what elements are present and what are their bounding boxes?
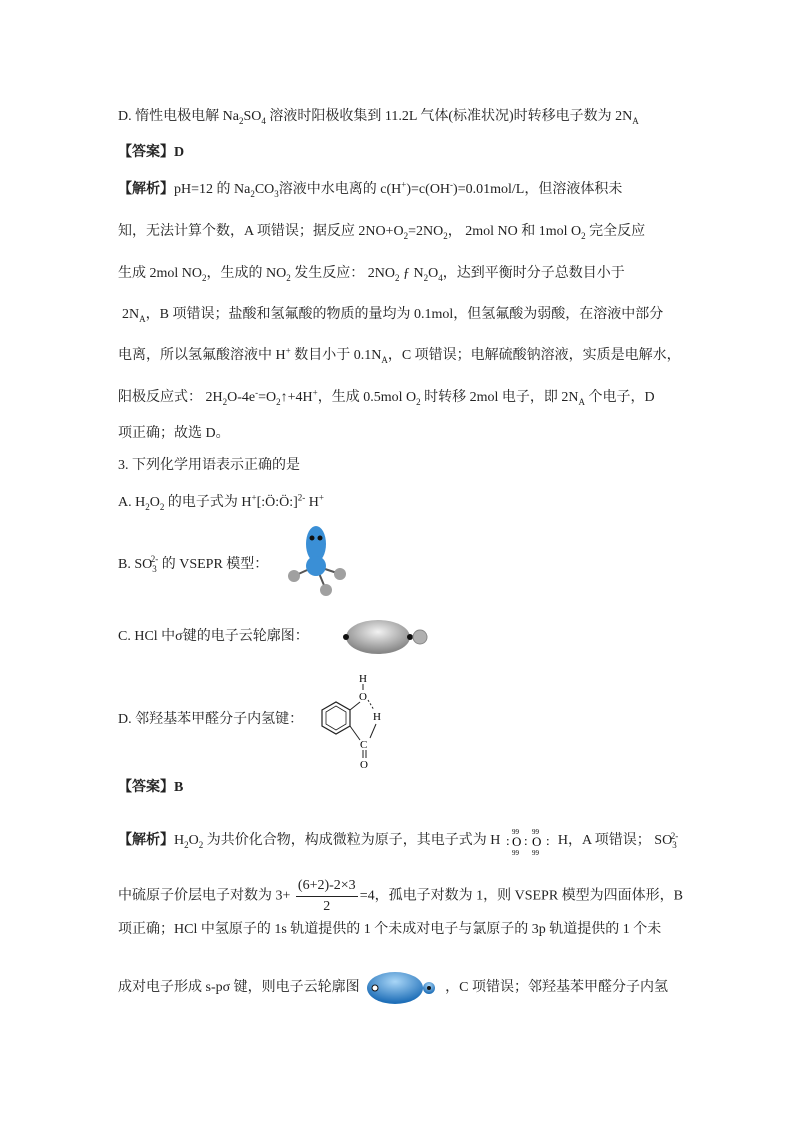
text-fragment: B. SO [118, 557, 153, 572]
analysis-label: 【解析】 [118, 833, 174, 849]
s-p-sigma-orbital-figure [365, 970, 443, 1006]
oxygen-atom [288, 570, 300, 582]
superscript: 2- [150, 554, 159, 565]
text-fragment: H [174, 833, 185, 849]
text-fragment: pH=12 的 Na [174, 182, 251, 197]
text-fragment: A. H [118, 495, 146, 510]
vsepr-model-figure [282, 524, 352, 600]
svg-text:O: O [511, 834, 522, 849]
superscript: 2- [297, 492, 306, 503]
text-fragment: ，C 项错误；电解硫酸钠溶液，实质是电解水， [387, 348, 681, 363]
svg-text:99: 99 [511, 849, 519, 856]
superscript: 2- [670, 830, 679, 841]
subscript: 2 [443, 230, 448, 241]
subscript: 2 [250, 188, 255, 199]
nucleus [427, 986, 431, 990]
superscript: - [255, 387, 259, 398]
subscript: 2 [581, 230, 586, 241]
text-fragment: O-4e [227, 390, 256, 405]
text-fragment: =O [258, 390, 277, 405]
oxygen-atom [320, 584, 332, 596]
text-fragment: ，B 项错误；盐酸和氢氟酸的物质的量均为 0.1mol，但氢氟酸为弱酸，在溶液中部分 [145, 307, 664, 322]
text-fragment: 溶液时阳极收集到 11.2L 气体(标准状况)时转移电子数为 2N [265, 109, 633, 124]
bond [350, 702, 360, 710]
text-fragment: 为共价化合物，构成微粒为原子，其电子式为 H [203, 833, 501, 849]
benzene-inner [326, 706, 346, 730]
subscript: 2 [222, 396, 228, 407]
superscript: + [251, 492, 257, 503]
subscript: 4 [261, 115, 266, 126]
analysis1-line3 [118, 264, 625, 284]
svg-text::: : [523, 833, 528, 848]
svg-text:99: 99 [531, 849, 539, 856]
subscript: 2 [423, 272, 429, 283]
analysis-label: 【解析】 [118, 182, 174, 197]
svg-text:O: O [531, 834, 542, 849]
nucleus [407, 634, 413, 640]
superscript: + [312, 387, 318, 398]
text-fragment: 电离，所以氢氟酸溶液中 H [118, 348, 286, 363]
text-fragment: 时转移 2mol 电子，即 2N [420, 390, 579, 405]
subscript: A [381, 354, 388, 365]
text-fragment: 溶液中水电离的 c [278, 182, 387, 197]
text-fragment: ，生成 0.5mol O [317, 390, 417, 405]
subscript: A [632, 115, 639, 126]
text-fragment: ↑+4H [280, 390, 313, 405]
text-fragment: ，生成的 NO [206, 266, 287, 281]
electron-cloud [346, 620, 410, 654]
text-fragment: ， 2mol NO 和 1mol O [447, 224, 582, 239]
hydrogen-bond [368, 700, 374, 710]
option-d-question-line: D. 邻羟基苯甲醛分子内氢键： [118, 712, 304, 727]
subscript: 2 [145, 501, 150, 512]
subscript: 2 [184, 840, 189, 851]
analysis1-line6 [118, 388, 655, 408]
fraction [296, 876, 358, 917]
nucleus [343, 634, 349, 640]
analysis1-line1 [118, 180, 622, 200]
text-fragment: H [305, 495, 319, 510]
superscript: + [285, 345, 291, 356]
analysis2-line2 [118, 876, 683, 917]
option-b-line [118, 555, 268, 575]
text-fragment: 2N [122, 307, 140, 322]
text-fragment: CO [254, 182, 275, 197]
subscript: 2 [202, 272, 207, 283]
analysis1-line7: 项正确；故选 D。 [118, 426, 230, 441]
h2o2-electron-formula [504, 826, 558, 856]
text-fragment: 中硫原子价层电子对数为 3+ [118, 888, 291, 904]
text-fragment: (H [386, 182, 402, 197]
text-fragment: 的 VSEPR 模型： [158, 557, 269, 572]
subscript: 2 [198, 840, 204, 851]
subscript: A [139, 313, 146, 324]
subscript: 2 [276, 396, 281, 407]
text-fragment: 发生反应： 2NO [290, 266, 395, 281]
subscript: 2 [416, 396, 421, 407]
label-o-bottom: O [360, 759, 368, 770]
option-c-line: C. HCl 中σ键的电子云轮廓图： [118, 629, 309, 644]
fraction-numerator: (6+2)-2×3 [296, 876, 358, 897]
option-a-line [118, 493, 324, 513]
svg-text:99: 99 [511, 828, 519, 836]
svg-text::: : [505, 833, 510, 848]
subscript: 2 [159, 501, 165, 512]
text-fragment: 阳极反应式： 2H [118, 390, 223, 405]
electron-formula: [:Ö:Ö:] [256, 495, 298, 510]
oxygen-atom [334, 568, 346, 580]
text-fragment: ，C 项错误；邻羟基苯甲醛分子内氢 [445, 980, 669, 996]
superscript: - [450, 179, 454, 190]
hydrogen-atom [413, 630, 427, 644]
subscript: 2 [403, 230, 409, 241]
answer-label-2: 【答案】B [118, 780, 184, 795]
answer-label-1: 【答案】D [118, 145, 185, 160]
text-fragment: D. 惰性电极电解 Na [118, 109, 239, 124]
superscript: + [401, 179, 407, 190]
subscript: 3 [274, 188, 279, 199]
electron-dot [310, 536, 315, 541]
superscript: + [318, 492, 324, 503]
text-fragment: ƒ N [399, 266, 424, 281]
text-fragment: 生成 2mol NO [118, 266, 202, 281]
fraction-denominator: 2 [323, 899, 331, 914]
subscript: 3 [672, 840, 677, 851]
text-fragment: 成对电子形成 s-pσ 键，则电子云轮廓图 [118, 980, 360, 996]
svg-text:99: 99 [531, 828, 539, 836]
analysis2-line3: 项正确；HCl 中氢原子的 1s 轨道提供的 1 个未成对电子与氯原子的 3p 轨道提供的 1 个未 [118, 922, 662, 937]
label-h-top: H [359, 673, 367, 685]
label-o-top: O [359, 691, 367, 703]
text-fragment: 个电子，D [585, 390, 655, 405]
text-fragment: O [188, 833, 199, 849]
analysis2-line4 [118, 970, 668, 1006]
bond [350, 726, 360, 740]
electron-dot [318, 536, 323, 541]
text-fragment: =2NO [408, 224, 444, 239]
label-c: C [360, 739, 368, 751]
text-fragment: =4，孤电子对数为 1，则 VSEPR 模型为四面体形，B [359, 888, 683, 904]
subscript: A [578, 396, 586, 407]
analysis2-line1 [118, 826, 678, 856]
text-fragment: (OH [425, 182, 451, 197]
text-fragment: O [428, 266, 439, 281]
text-fragment: ，达到平衡时分子总数目小于 [442, 266, 625, 281]
nucleus [372, 985, 378, 991]
subscript: 2 [238, 115, 244, 126]
text-fragment: )=0.01mol/L，但溶液体积未 [453, 182, 623, 197]
option-d-line [118, 107, 639, 127]
text-fragment: 知，无法计算个数，A 项错误；据反应 2NO+O [118, 224, 404, 239]
question-3-title: 3. 下列化学用语表示正确的是 [118, 458, 300, 473]
analysis1-line2 [118, 222, 645, 242]
subscript: 2 [394, 272, 400, 283]
text-fragment: 的电子式为 H [164, 495, 252, 510]
text-fragment: )=c [406, 182, 426, 197]
subscript: 2 [286, 272, 291, 283]
analysis1-line4 [122, 305, 663, 325]
analysis1-line5 [118, 346, 681, 366]
subscript: 3 [152, 563, 157, 574]
text-fragment: H，A 项错误； SO [557, 833, 673, 849]
aldehyde-structure-figure [308, 670, 388, 770]
sulfur-atom [306, 556, 326, 576]
subscript: 4 [438, 272, 443, 283]
label-h-side: H [373, 711, 381, 723]
bond [370, 724, 376, 738]
text-fragment: SO [243, 109, 262, 124]
text-fragment: 完全反应 [585, 224, 646, 239]
hcl-sigma-orbital-figure [334, 617, 434, 657]
text-fragment: 数目小于 0.1N [290, 348, 382, 363]
text-fragment: O [149, 495, 160, 510]
svg-text::: : [545, 833, 550, 848]
